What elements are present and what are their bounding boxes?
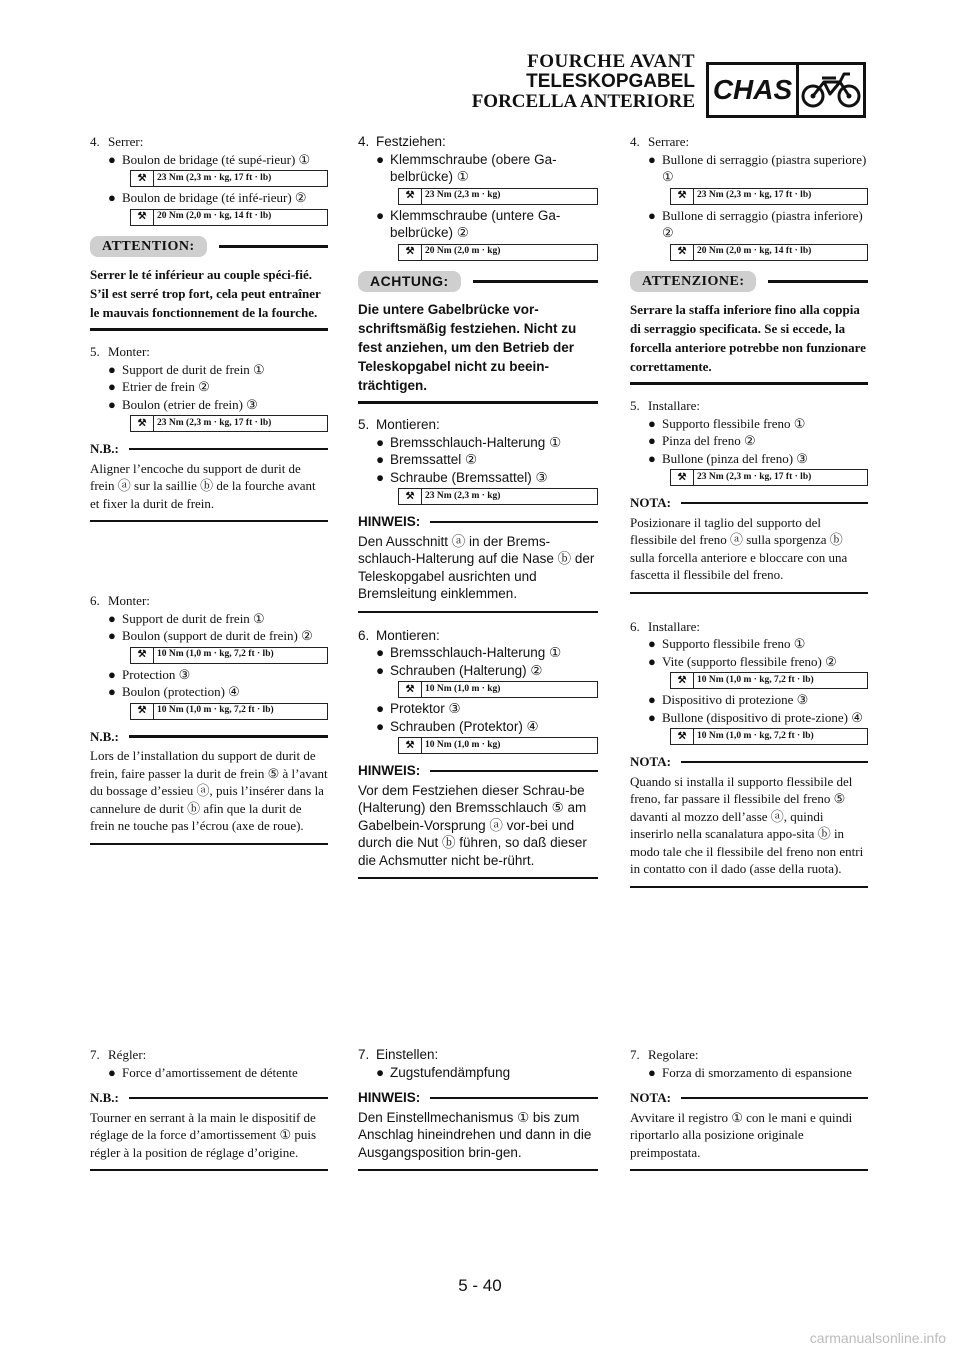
list-item: ● Supporto flessibile freno ① — [648, 415, 806, 431]
list-item: ● Bullone di serraggio (piastra superiore) ① — [648, 151, 867, 184]
step-6: 6. Installare: — [630, 618, 700, 634]
step-4: 4. Serrer: — [90, 134, 144, 149]
note-text: Quando si installa il supporto flessibile del freno, far passare il flessibile del freno ⑤ davanti al mozzo dell’asse ⓐ, quindi inserirlo nella scanalatura appo-sita ⓑ in modo tale che il flessibile del freno non entri in contatto con il dado (asse della ruota). — [630, 773, 864, 876]
wrench-icon: ⚒ — [399, 245, 422, 260]
step-5: 5. Montieren: — [358, 417, 440, 432]
wrench-icon: ⚒ — [131, 171, 154, 186]
torque-spec: ⚒ 23 Nm (2,3 m · kg, 17 ft · lb) — [130, 415, 328, 432]
list-item: ● Schraube (Bremssattel) ③ — [376, 469, 548, 485]
list-item: ● Boulon (etrier de frein) ③ — [108, 396, 258, 412]
warning-box — [358, 271, 598, 405]
note-label: HINWEIS: — [358, 1090, 421, 1105]
note-label: NOTA: — [630, 754, 671, 769]
note-text: Tourner en serrant à la main le dispositif de réglage de la force d’amortissement ① puis régler à la position de réglage d’origine. — [90, 1109, 317, 1160]
torque-spec: ⚒ 20 Nm (2,0 m · kg, 14 ft · lb) — [670, 244, 868, 261]
torque-spec: ⚒ 10 Nm (1,0 m · kg) — [398, 737, 598, 754]
note-box — [630, 753, 868, 888]
note-box — [358, 513, 598, 613]
column-it-step7 — [630, 1046, 868, 1171]
note-label: HINWEIS: — [358, 763, 421, 778]
wrench-icon: ⚒ — [671, 189, 694, 204]
note-text: Aligner l’encoche du support de durit de frein ⓐ sur la saillie ⓑ de la fourche avant et fixer la durit de frein. — [90, 460, 316, 511]
note-label: HINWEIS: — [358, 514, 421, 529]
list-item: ● Klemmschraube (untere Ga-belbrücke) ② — [376, 207, 561, 240]
torque-spec: ⚒ 23 Nm (2,3 m · kg) — [398, 188, 598, 205]
wrench-icon: ⚒ — [671, 673, 694, 688]
note-label: NOTA: — [630, 1090, 671, 1105]
torque-spec: ⚒ 10 Nm (1,0 m · kg, 7,2 ft · lb) — [670, 728, 868, 745]
wrench-icon: ⚒ — [671, 470, 694, 485]
step-7: 7. Regolare: — [630, 1047, 699, 1062]
watermark: carmanualsonline.info — [809, 1330, 946, 1346]
note-box — [90, 728, 328, 845]
note-box — [90, 1089, 328, 1171]
wrench-icon: ⚒ — [131, 416, 154, 431]
chapter-badge — [706, 62, 866, 118]
list-item: ● Protection ③ — [108, 666, 191, 682]
wrench-icon: ⚒ — [671, 245, 694, 260]
list-item: ● Force d’amortissement de détente — [108, 1064, 298, 1080]
torque-spec: ⚒ 23 Nm (2,3 m · kg, 17 ft · lb) — [670, 188, 868, 205]
list-item: ● Bremsschlauch-Halterung ① — [376, 645, 562, 660]
list-item: ● Pinza del freno ② — [648, 433, 756, 448]
note-text: Den Ausschnitt ⓐ in der Brems-schlauch-Halterung auf die Nase ⓑ der Teleskopgabel ausrichten und Bremsleitung einklemmen. — [358, 533, 595, 601]
note-label: NOTA: — [630, 495, 671, 510]
column-de-step7 — [358, 1046, 598, 1171]
list-item: ● Support de durit de frein ① — [108, 610, 265, 626]
list-item: ● Boulon (protection) ④ — [108, 684, 240, 699]
step-5: 5. Installare: — [630, 398, 700, 413]
step-4: 4. Serrare: — [630, 134, 690, 149]
list-item: ● Bullone di serraggio (piastra inferiore) ② — [648, 207, 863, 240]
list-item: ● Schrauben (Halterung) ② — [376, 662, 543, 678]
step-5: 5. Monter: — [90, 344, 150, 359]
note-text: Lors de l’installation du support de durit de frein, faire passer la durit de frein ⑤ à l’avant du bossage d’essieu ⓐ, puis l’insérer dans la cannelure de durit ⓑ afin que la durit de frein ne touche pas l’écrou (axe de roue). — [90, 748, 328, 833]
torque-spec: ⚒ 10 Nm (1,0 m · kg) — [398, 681, 598, 698]
note-text: Posizionare il taglio del supporto del flessibile del freno ⓐ sulla sporgenza ⓑ sulla forcella anteriore e bloccare con una fascetta il flessibile del freno. — [630, 514, 848, 582]
note-box — [630, 494, 868, 594]
note-box — [630, 1089, 868, 1171]
list-item: ● Supporto flessibile freno ① — [648, 636, 806, 651]
wrench-icon: ⚒ — [399, 489, 422, 504]
page-header — [455, 52, 695, 112]
note-box — [90, 440, 328, 522]
torque-spec: ⚒ 10 Nm (1,0 m · kg, 7,2 ft · lb) — [130, 703, 328, 720]
list-item: ● Etrier de frein ② — [108, 379, 210, 394]
list-item: ● Zugstufendämpfung — [376, 1064, 511, 1080]
step-6: 6. Montieren: — [358, 627, 440, 643]
warning-text: Serrare la staffa inferiore fino alla coppia di serraggio specificata. Se si eccede, la forcella anteriore potrebbe non funzionare correttamente. — [630, 302, 866, 374]
column-it — [630, 133, 868, 888]
warning-label: ATTENTION: — [90, 236, 207, 258]
note-label: N.B.: — [90, 1090, 119, 1105]
note-box — [358, 762, 598, 879]
column-fr-step7 — [90, 1046, 328, 1171]
wrench-icon: ⚒ — [131, 648, 154, 663]
torque-spec: ⚒ 10 Nm (1,0 m · kg, 7,2 ft · lb) — [130, 647, 328, 664]
header-title-fr: FOURCHE AVANT — [527, 51, 695, 72]
note-text: Den Einstellmechanismus ① bis zum Anschlag hineindrehen und dann in die Ausgangsposition brin-gen. — [358, 1109, 592, 1160]
list-item: ● Bullone (dispositivo di prote-zione) ④ — [648, 709, 863, 725]
list-item: ● Bullone (pinza del freno) ③ — [648, 450, 808, 466]
torque-spec: ⚒ 10 Nm (1,0 m · kg, 7,2 ft · lb) — [670, 672, 868, 689]
warning-label: ATTENZIONE: — [630, 271, 756, 293]
column-fr-step6 — [90, 592, 328, 845]
list-item: ● Bremsschlauch-Halterung ① — [376, 434, 562, 450]
wrench-icon: ⚒ — [131, 704, 154, 719]
header-title-it: FORCELLA ANTERIORE — [471, 91, 695, 112]
motorcycle-icon — [799, 65, 863, 115]
list-item: ● Dispositivo di protezione ③ — [648, 692, 809, 707]
list-item: ● Protektor ③ — [376, 701, 461, 716]
page-number: 5 - 40 — [458, 1276, 502, 1295]
column-de — [358, 133, 598, 879]
torque-spec: ⚒ 23 Nm (2,3 m · kg, 17 ft · lb) — [670, 469, 868, 486]
note-box — [358, 1089, 598, 1171]
list-item: ● Boulon de bridage (té infé-rieur) ② — [108, 190, 307, 205]
warning-label: ACHTUNG: — [358, 271, 461, 293]
column-fr — [90, 133, 328, 522]
torque-spec: ⚒ 23 Nm (2,3 m · kg, 17 ft · lb) — [130, 170, 328, 187]
wrench-icon: ⚒ — [131, 210, 154, 225]
list-item: ● Bremssattel ② — [376, 452, 478, 467]
header-title-de: TELESKOPGABEL — [526, 71, 695, 92]
list-item: ● Forza di smorzamento di espansione — [648, 1064, 852, 1080]
note-text: Vor dem Festziehen dieser Schrau-be (Halterung) den Bremsschlauch ⑤ am Gabelbein-Vorsprung ⓐ vor-bei und durch die Nut ⓑ führen, so daß dieser die Achsmutter nicht be-rührt. — [358, 782, 587, 868]
step-7: 7. Régler: — [90, 1047, 147, 1062]
wrench-icon: ⚒ — [399, 682, 422, 697]
torque-spec: ⚒ 20 Nm (2,0 m · kg, 14 ft · lb) — [130, 209, 328, 226]
list-item: ● Schrauben (Protektor) ④ — [376, 718, 539, 734]
warning-box — [90, 236, 328, 332]
step-7: 7. Einstellen: — [358, 1047, 439, 1062]
torque-spec: ⚒ 23 Nm (2,3 m · kg) — [398, 488, 598, 505]
torque-spec: ⚒ 20 Nm (2,0 m · kg) — [398, 244, 598, 261]
note-label: N.B.: — [90, 441, 119, 456]
wrench-icon: ⚒ — [671, 729, 694, 744]
list-item: ● Vite (supporto flessibile freno) ② — [648, 653, 837, 669]
list-item: ● Klemmschraube (obere Ga-belbrücke) ① — [376, 151, 557, 184]
warning-text: Die untere Gabelbrücke vor-schriftsmäßig festziehen. Nicht zu fest anziehen, um den Betrieb der Teleskopgabel nicht zu beein-trächtigen. — [358, 302, 577, 393]
warning-text: Serrer le té inférieur au couple spéci-fié. S’il est serré trop fort, cela peut entraîner le mauvais fonctionnement de la fourche. — [90, 267, 321, 320]
note-label: N.B.: — [90, 728, 119, 744]
list-item: ● Boulon de bridage (té supé-rieur) ① — [108, 151, 311, 167]
step-6: 6. Monter: — [90, 593, 150, 608]
list-item: ● Boulon (support de durit de frein) ② — [108, 628, 313, 643]
note-text: Avvitare il registro ① con le mani e quindi riportarlo alla posizione originale preimpostata. — [630, 1109, 853, 1160]
chapter-label: CHAS — [709, 65, 799, 115]
wrench-icon: ⚒ — [399, 189, 422, 204]
step-4: 4. Festziehen: — [358, 134, 446, 149]
list-item: ● Support de durit de frein ① — [108, 361, 265, 377]
wrench-icon: ⚒ — [399, 738, 422, 753]
warning-box — [630, 271, 868, 386]
